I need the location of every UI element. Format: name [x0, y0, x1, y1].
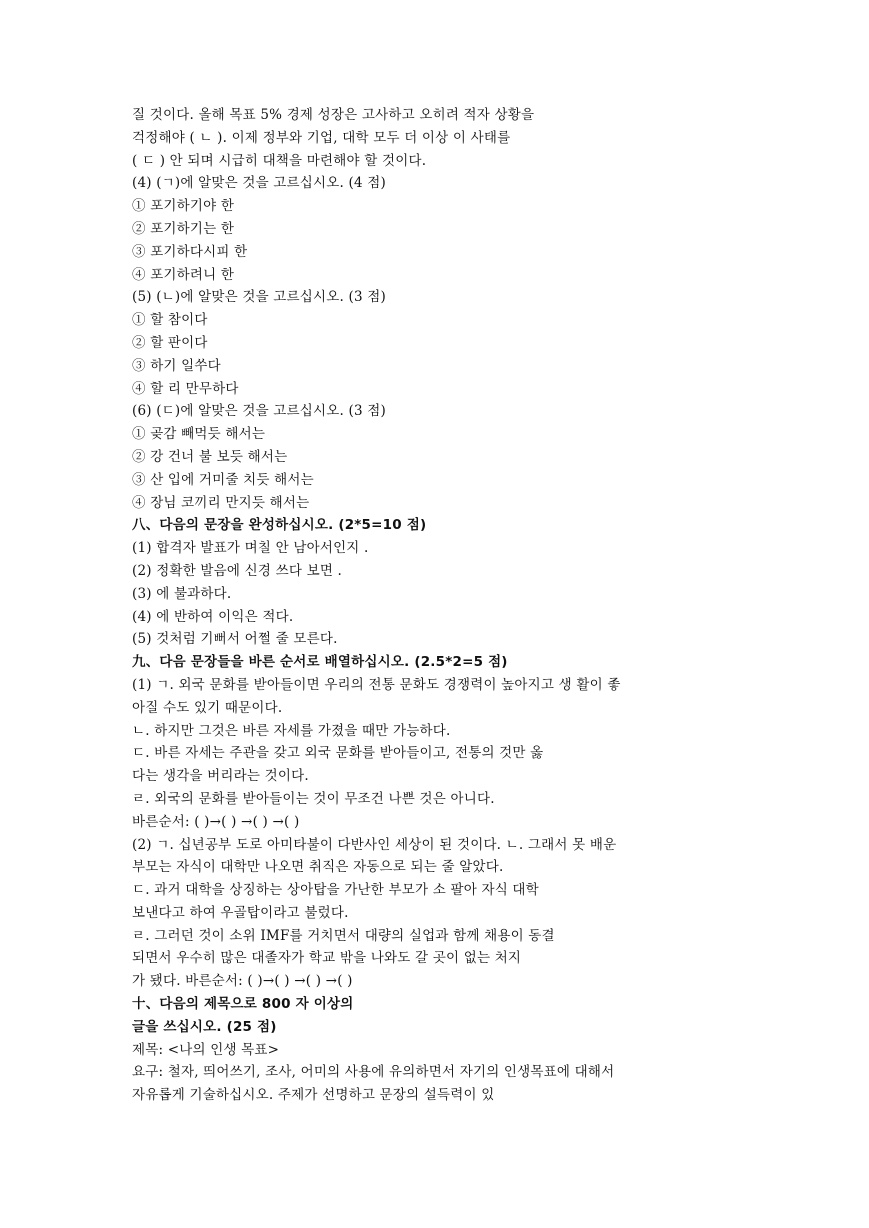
text-line: 아질 수도 있기 때문이다.	[132, 699, 283, 716]
answer-option: ④ 할 리 만무하다	[132, 380, 239, 397]
answer-option: ② 강 건너 불 보듯 해서는	[132, 448, 288, 465]
text-line: 되면서 우수히 많은 대졸자가 학교 밖을 나와도 갈 곳이 없는 처지	[132, 950, 522, 967]
text-line: 질 것이다. 올해 목표 5% 경제 성장은 고사하고 오히려 적자 상황을	[132, 107, 535, 123]
text-line: 요구: 철자, 띄어쓰기, 조사, 어미의 사용에 유의하면서 자기의 인생목표에 대해서	[132, 1064, 615, 1081]
answer-option: ② 할 판이다	[132, 334, 208, 351]
text-line: 바른순서: ( )→( ) →( ) →( )	[132, 813, 300, 830]
answer-option: ③ 포기하다시피 한	[132, 243, 248, 260]
answer-option: ① 곶감 빼먹듯 해서는	[132, 426, 266, 443]
answer-option: ③ 산 입에 거미줄 치듯 해서는	[132, 471, 314, 488]
answer-option: ① 포기하기야 한	[132, 198, 235, 215]
text-line: (2) ㄱ. 십년공부 도로 아미타불이 다반사인 세상이 된 것이다. ㄴ. 그래서 못 배운	[132, 836, 617, 853]
document-page	[132, 104, 742, 1107]
text-line: 다는 생각을 버리라는 것이다.	[132, 768, 309, 785]
question-line: (5) (ㄴ)에 알맞은 것을 고르십시오. (3 점)	[132, 289, 386, 306]
text-line: (1) ㄱ. 외국 문화를 받아들이면 우리의 전통 문화도 경쟁력이 높아지고 생 활이 좋	[132, 676, 621, 693]
answer-option: ③ 하기 일쑤다	[132, 357, 221, 374]
question-line: (3) 에 불과하다.	[132, 585, 232, 602]
section-heading: 十、다음의 제목으로 800 자 이상의	[132, 996, 354, 1013]
text-line: ㄷ. 과거 대학을 상징하는 상아탑을 가난한 부모가 소 팔아 자식 대학	[132, 882, 539, 899]
text-line: ㄹ. 그러던 것이 소위 IMF를 거치면서 대량의 실업과 함께 채용이 동결	[132, 927, 555, 944]
text-line: 제목: <나의 인생 목표>	[132, 1041, 280, 1058]
section-heading: 八、다음의 문장을 완성하십시오. (2*5=10 점)	[132, 517, 427, 534]
text-line: ( ㄷ ) 안 되며 시급히 대책을 마련해야 할 것이다.	[132, 152, 427, 169]
answer-option: ② 포기하기는 한	[132, 220, 235, 237]
text-line: 걱정해야 ( ㄴ ). 이제 정부와 기업, 대학 모두 더 이상 이 사태를	[132, 129, 511, 146]
question-line: (1) 합격자 발표가 며칠 안 남아서인지 .	[132, 540, 369, 557]
answer-option: ① 할 참이다	[132, 312, 208, 329]
text-line: 부모는 자식이 대학만 나오면 취직은 자동으로 되는 줄 알았다.	[132, 859, 504, 876]
text-line: ㄴ. 하지만 그것은 바른 자세를 가졌을 때만 가능하다.	[132, 722, 451, 739]
question-line: (5) 것처럼 기뻐서 어쩔 줄 모른다.	[132, 631, 338, 648]
answer-option: ④ 포기하려니 한	[132, 266, 235, 283]
question-line: (2) 정확한 발음에 신경 쓰다 보면 .	[132, 562, 343, 579]
question-line: (6) (ㄷ)에 알맞은 것을 고르십시오. (3 점)	[132, 403, 386, 420]
text-line: 보낸다고 하여 우골탑이라고 불렀다.	[132, 904, 349, 921]
section-heading: 九、다음 문장들을 바른 순서로 배열하십시오. (2.5*2=5 점)	[132, 654, 508, 671]
question-line: (4) (ㄱ)에 알맞은 것을 고르십시오. (4 점)	[132, 175, 386, 192]
text-line: 자유롭게 기술하십시오. 주제가 선명하고 문장의 설득력이 있	[132, 1087, 495, 1104]
question-line: (4) 에 반하여 이익은 적다.	[132, 608, 294, 625]
text-line: ㄷ. 바른 자세는 주관을 갖고 외국 문화를 받아들이고, 전통의 것만 옳	[132, 745, 544, 762]
text-line: ㄹ. 외국의 문화를 받아들이는 것이 무조건 나쁜 것은 아니다.	[132, 790, 495, 807]
answer-option: ④ 장님 코끼리 만지듯 해서는	[132, 494, 310, 511]
text-line: 가 됐다. 바른순서: ( )→( ) →( ) →( )	[132, 973, 353, 990]
section-heading: 글을 쓰십시오. (25 점)	[132, 1018, 277, 1035]
